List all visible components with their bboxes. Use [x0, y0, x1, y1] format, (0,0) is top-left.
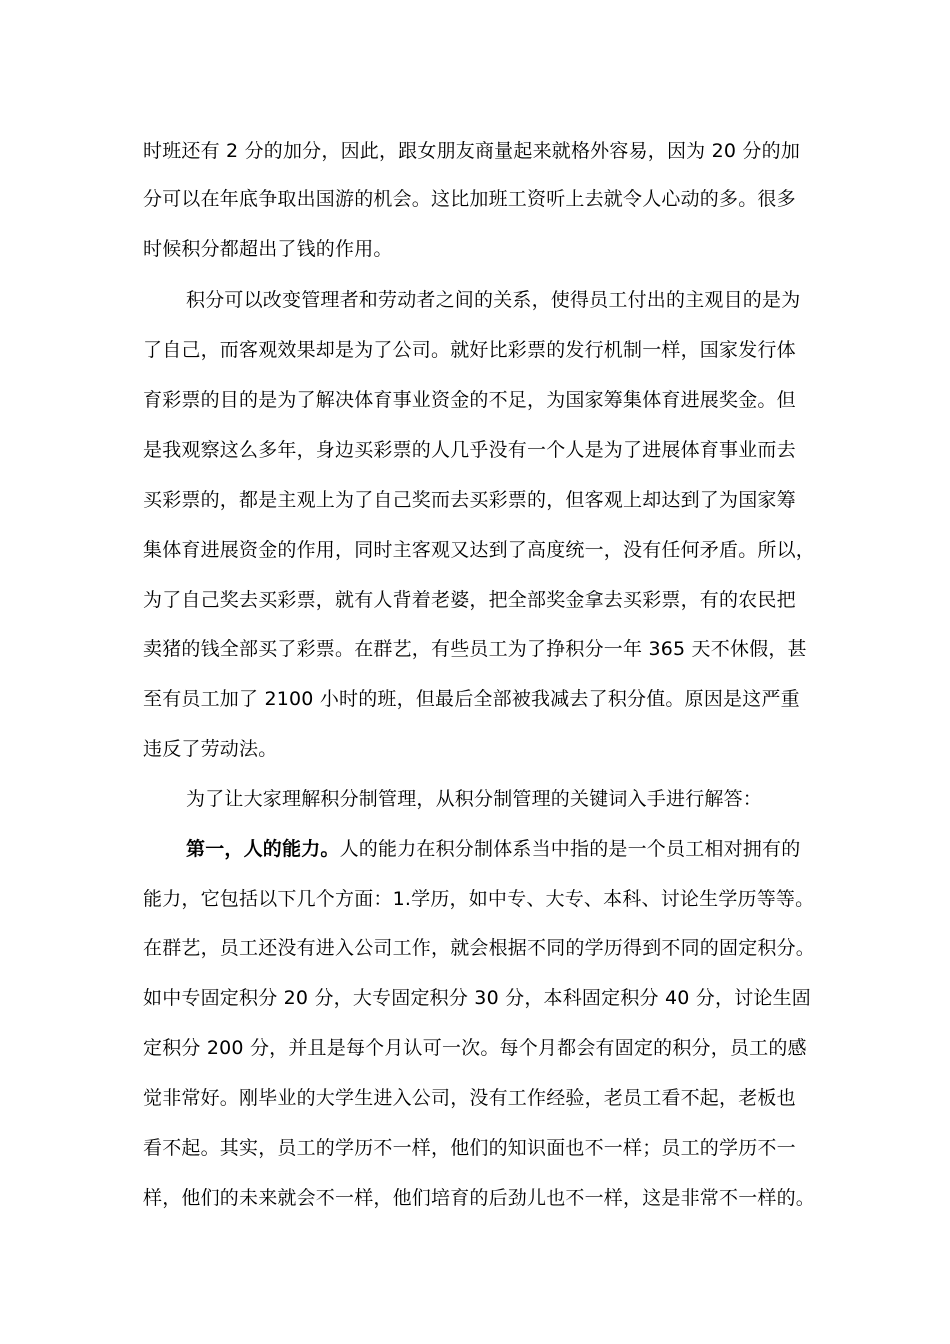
text-line: 如中专固定积分 20 分，大专固定积分 30 分，本科固定积分 40 分，讨论生固 — [143, 987, 811, 1009]
text-line: 了自己，而客观效果却是为了公司。就好比彩票的发行机制一样，国家发行体 — [143, 339, 796, 361]
text-line: 定积分 200 分，并且是每个月认可一次。每个月都会有固定的积分，员工的感 — [143, 1037, 807, 1059]
text-line: 集体育进展资金的作用，同时主客观又达到了高度统一，没有任何矛盾。所以， — [143, 539, 816, 561]
text-line: 育彩票的目的是为了解决体育事业资金的不足，为国家筹集体育进展奖金。但 — [143, 389, 796, 411]
text-line: 看不起。其实，员工的学历不一样，他们的知识面也不一样；员工的学历不一 — [143, 1137, 796, 1159]
text-line — [186, 834, 876, 864]
text-line: 为了让大家理解积分制管理，从积分制管理的关键词入手进行解答： — [186, 788, 763, 810]
text-line: 买彩票的，都是主观上为了自己奖而去买彩票的，但客观上却达到了为国家筹 — [143, 489, 796, 511]
text-line: 能力，它包括以下几个方面：1.学历，如中专、大专、本科、讨论生学历等等。 — [143, 888, 815, 910]
text-line: 觉非常好。刚毕业的大学生进入公司，没有工作经验，老员工看不起，老板也 — [143, 1087, 796, 1109]
text-line: 卖猪的钱全部买了彩票。在群艺，有些员工为了挣积分一年 365 天不休假，甚 — [143, 638, 807, 660]
text-line: 为了自己奖去买彩票，就有人背着老婆，把全部奖金拿去买彩票，有的农民把 — [143, 589, 796, 611]
text-line: 时候积分都超出了钱的作用。 — [143, 238, 393, 260]
section-heading: 第一，人的能力。 — [186, 838, 340, 860]
text-line: 在群艺，员工还没有进入公司工作，就会根据不同的学历得到不同的固定积分。 — [143, 937, 816, 959]
text-line: 时班还有 2 分的加分，因此，跟女朋友商量起来就格外容易，因为 20 分的加 — [143, 140, 801, 162]
text-line: 样，他们的未来就会不一样，他们培育的后劲儿也不一样，这是非常不一样的。 — [143, 1187, 816, 1209]
text-line: 是我观察这么多年，身边买彩票的人几乎没有一个人是为了进展体育事业而去 — [143, 439, 796, 461]
text-line: 分可以在年底争取出国游的机会。这比加班工资听上去就令人心动的多。很多 — [143, 188, 796, 210]
text-line-rest: 人的能力在积分制体系当中指的是一个员工相对拥有的 — [339, 838, 801, 860]
text-line: 积分可以改变管理者和劳动者之间的关系，使得员工付出的主观目的是为 — [186, 289, 801, 311]
text-line: 违反了劳动法。 — [143, 738, 278, 760]
text-line: 至有员工加了 2100 小时的班，但最后全部被我减去了积分值。原因是这严重 — [143, 688, 800, 710]
